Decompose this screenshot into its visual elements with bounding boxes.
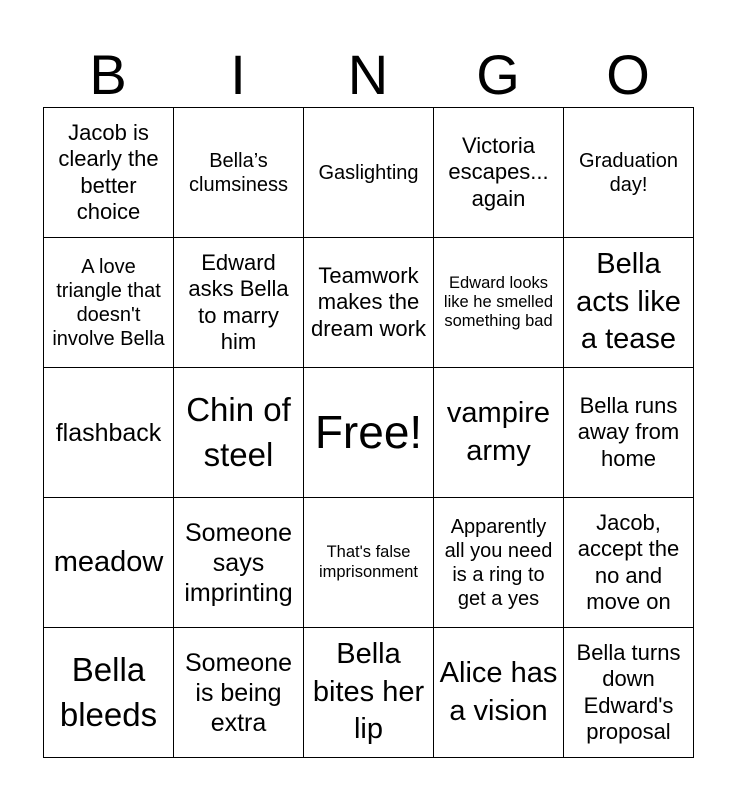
bingo-cell[interactable] [304,498,434,628]
free-space-text: Free! [314,405,423,458]
bingo-cell[interactable] [304,108,434,238]
header-letter-i: I [230,43,246,106]
cell-text: Jacob, accept the no and move on [577,509,680,614]
cell-text: Bella acts like a tease [576,247,681,356]
bingo-cell[interactable] [434,368,564,498]
cell-text: meadow [53,545,164,578]
cell-text: Someone says imprinting [184,518,293,607]
cell-text: Bella bleeds [59,650,158,733]
bingo-cell[interactable] [434,628,564,758]
header-letter-g: G [476,43,520,106]
bingo-cell[interactable] [434,238,564,368]
bingo-board [43,107,694,758]
cell-text: A love triangle that doesn't involve Bella [52,255,165,350]
cell-text: Someone is being extra [184,648,293,737]
cell-text: Bella runs away from home [577,392,680,471]
cell-text: Jacob is clearly the better choice [58,119,159,224]
bingo-cell[interactable] [44,108,174,238]
bingo-cell[interactable] [564,628,694,758]
cell-text: Teamwork makes the dream work [311,262,426,341]
bingo-cell[interactable] [564,368,694,498]
bingo-cell[interactable] [304,238,434,368]
cell-text: Edward looks like he smelled something bad [443,274,554,330]
bingo-cell[interactable] [174,498,304,628]
bingo-cell[interactable] [174,368,304,498]
header-letter-b: B [89,43,127,106]
header-letter-o: O [606,43,650,106]
cell-text: That's false imprisonment [318,542,419,581]
cell-text: Bella turns down Edward's proposal [576,639,681,744]
bingo-cell[interactable] [564,108,694,238]
cell-text: Chin of steel [186,390,291,473]
cell-text: flashback [55,418,162,447]
bingo-cell[interactable] [434,108,564,238]
cell-text: vampire army [446,396,551,467]
bingo-cell[interactable] [44,238,174,368]
cell-text: Gaslighting [318,161,419,184]
header-letter-n: N [347,43,389,106]
cell-text: Alice has a vision [439,656,558,727]
bingo-cell[interactable] [44,628,174,758]
cell-text: Edward asks Bella to marry him [188,249,289,354]
bingo-cell[interactable] [174,628,304,758]
free-space[interactable] [304,368,434,498]
cell-text: Apparently all you need is a ring to get a yes [444,515,553,610]
cell-text: Victoria escapes... again [448,132,549,211]
bingo-header [43,42,693,108]
cell-text: Bella’s clumsiness [189,149,288,196]
bingo-cell[interactable] [564,238,694,368]
cell-text: Bella bites her lip [312,637,425,746]
bingo-cell[interactable] [44,498,174,628]
cell-text: Graduation day! [579,149,678,196]
bingo-cell[interactable] [174,108,304,238]
bingo-cell[interactable] [434,498,564,628]
bingo-cell[interactable] [304,628,434,758]
bingo-cell[interactable] [174,238,304,368]
bingo-cell[interactable] [564,498,694,628]
bingo-cell[interactable] [44,368,174,498]
